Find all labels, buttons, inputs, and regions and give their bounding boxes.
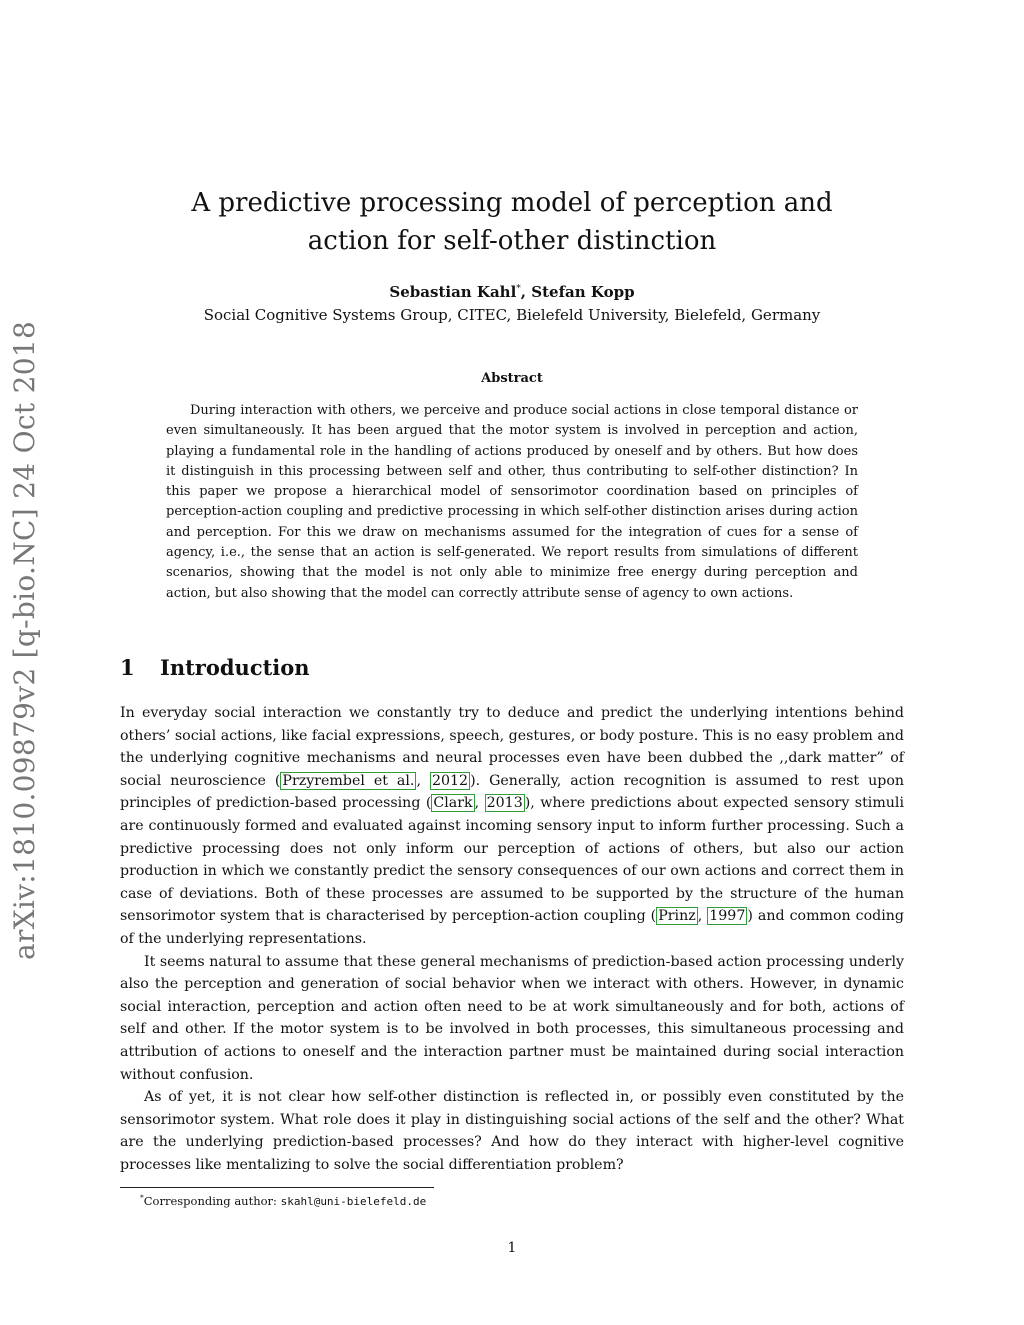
body-text [120,702,904,1176]
abstract-text: During interaction with others, we perceive and produce social actions in close temporal distance or even simultaneously. It has been argued that the motor system is involved in perception and action, playing a fundamental role in the handling of actions produced by oneself and by others. But how does it distinguish in this processing between self and other, thus contributing to self-other distinction? In this paper we propose a hierarchical model of sensorimotor coordination based on principles of perception-action coupling and predictive processing in which self-other distinction arises during action and perception. For this we draw on mechanisms assumed for the integration of cues for a sense of agency, i.e., the sense that an action is self-generated. We report results from simulations of different scenarios, showing that the model is not only able to minimize free energy during perception and action, but also showing that the model can correctly attribute sense of agency to own actions. [166,403,858,601]
paragraph-text: In everyday social interaction we constantly try to deduce and predict the underlying intentions behind others’ social actions, like facial expressions, speech, gestures, or body posture. This is no easy problem and the underlying cognitive mechanisms and neural processes even have been dubbed the ,,dark matter” of social neuroscience ( [120,705,904,789]
arxiv-identifier-stamp: arXiv:1810.09879v2 [q-bio.NC] 24 Oct 2018 [8,320,41,960]
footnote-mark: * [140,1193,144,1202]
author-separator: , [520,283,527,301]
second-author: Stefan Kopp [531,283,635,301]
citation-link-prinz-author[interactable]: Prinz [658,908,696,925]
section-heading [120,655,310,680]
abstract-heading: Abstract [481,371,543,386]
corresponding-author-mark[interactable]: * [516,284,521,294]
page-number: 1 [507,1240,517,1256]
paragraph-text: ). Generally, action recognition is assumed to rest upon principles of prediction-based processing ( [120,772,904,812]
footnote-email-link[interactable]: skahl@uni-bielefeld.de [280,1194,427,1208]
citation-link-przyrembel-author[interactable]: Przyrembel et al. [282,772,415,789]
first-author: Sebastian Kahl [389,283,517,301]
paragraph-3: As of yet, it is not clear how self-other distinction is reflected in, or possibly even constituted by the sensorimotor system. What role does it play in distinguishing social actions of the self and the other? What are the underlying prediction-based processes? And how do they interact with higher-level cognitive processes like mentalizing to solve the social differentiation problem? [120,1089,904,1173]
citation-link-prinz-year[interactable]: 1997 [709,908,746,925]
footnote [140,1193,426,1208]
footnote-label: Corresponding author: [143,1193,281,1208]
footnote-divider [120,1187,434,1188]
section-title: Introduction [160,655,310,680]
section-number: 1 [120,655,135,680]
paragraph-text: ) and common coding of the underlying representations. [120,908,904,947]
citation-link-clark-year[interactable]: 2013 [486,795,523,812]
citation-link-przyrembel-year[interactable]: 2012 [431,772,469,789]
author-line [160,283,864,301]
citation-link-clark-author[interactable]: Clark [433,795,473,812]
affiliation: Social Cognitive Systems Group, CITEC, Bielefeld University, Bielefeld, Germany [203,306,821,324]
paragraph-text: ), where predictions about expected sensory stimuli are continuously formed and evaluated against incoming sensory input to inform further processing. Such a predictive processing does not only inform our perception of actions of others, but also our action production in which we constantly predict the sensory consequences of our own actions and correct them in case of deviations. Both of these processes are assumed to be supported by the structure of the human sensorimotor system that is characterised by perception-action coupling ( [120,795,904,925]
paragraph-2: It seems natural to assume that these general mechanisms of prediction-based action processing underly also the perception and generation of social behavior when we interact with others. However, in dynamic social interaction, perception and action often need to be at work simultaneously and for both, actions of self and other. If the motor system is to be involved in both processes, this simultaneous processing and attribution of actions to oneself and the interaction partner must be maintained during social interaction without confusion. [120,953,904,1083]
paper-title: A predictive processing model of perception and action for self-other distinction [191,188,833,256]
paragraph-1: In everyday social interaction we constantly try to deduce and predict the underlying intentions behind others’ social actions, like facial expressions, speech, gestures, or body posture. This is no easy problem and the underlying cognitive mechanisms and neural processes even have been dubbed the ,,dark matter” of social neuroscience ( Przyrembel et al. , 2012 ). Generally, action recognition is assumed to rest upon principles of prediction-based processing ( Clark , 2013 ), where predictions about expected sensory stimuli are continuously formed and evaluated against incoming sensory input to inform further processing. Such a predictive processing does not only inform our perception of actions of others, but also our action production in which we constantly predict the sensory consequences of our own actions and correct them in case of deviations. Both of these processes are assumed to be supported by the structure of the human sensorimotor system that is characterised by perception-action coupling ( Prinz , 1997 ) and common coding of the underlying representations. [120,705,904,947]
